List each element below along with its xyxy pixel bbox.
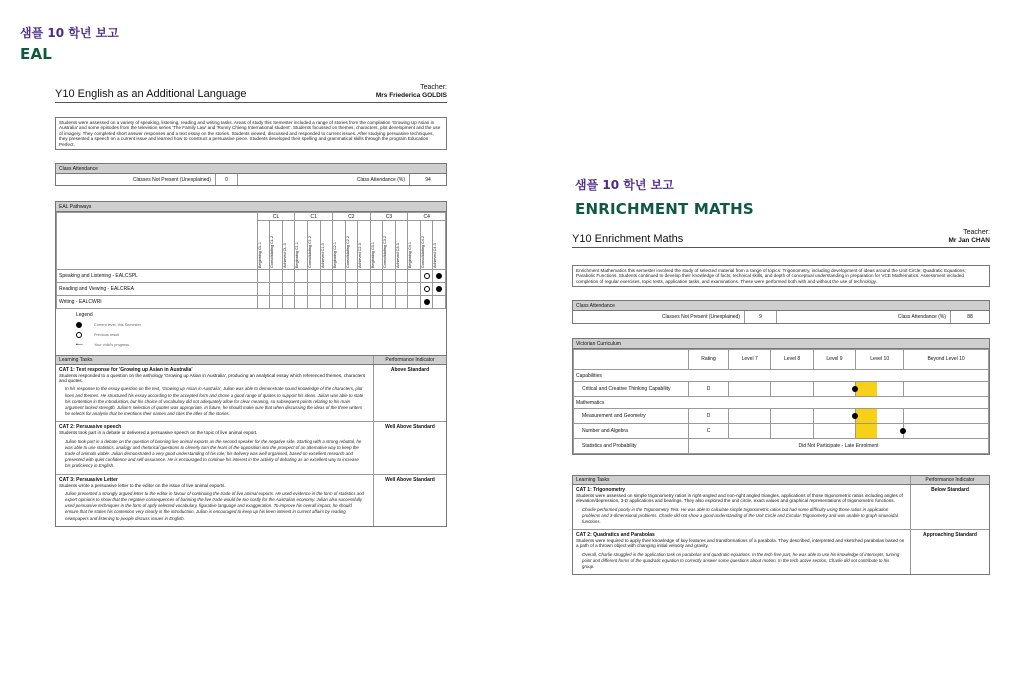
right-heading: ENRICHMENT MATHS [575, 200, 754, 218]
eal-report [55, 77, 447, 527]
pathway-sublabel: Consolidating C2.2 [345, 235, 350, 269]
teacher-label: Teacher: [420, 84, 447, 91]
teacher-name: Mr Jan CHAN [948, 237, 990, 244]
teacher-label: Teacher: [963, 229, 990, 236]
pathway-sublabel: Consolidating C1.2 [307, 235, 312, 269]
task-description: Students were assessed on simple trigonometry ratios in right-angled and non-right angled triangles, applications of those trigonometric ratios including angles of elevation/depression, 3-D applications and bearings. They also explored the unit circle, exact values and graphical representations of trigonometric functions. [576, 493, 903, 504]
attendance-header: Class Attendance [56, 164, 446, 174]
pathway-sublabel: Consolidating CL.2 [270, 235, 275, 269]
report-header [55, 77, 447, 103]
level-progress-bar [856, 409, 877, 423]
performance-indicator: Approaching Standard [923, 532, 977, 539]
left-korean-label: 샘플 10 학년 보고 [20, 26, 119, 40]
curriculum-column-label: Beyond Level 10 [904, 350, 989, 370]
pathway-sublabel: Consolidating C4.2 [420, 235, 425, 269]
teacher-block [376, 84, 447, 100]
pathway-row-label: Speaking and Listening - EALCSPL [57, 270, 258, 283]
maths-report [572, 222, 990, 575]
curriculum-header-row [574, 350, 989, 370]
teacher-name: Mrs Friederica GOLDIS [375, 92, 447, 99]
curriculum-section [572, 338, 990, 455]
learning-tasks-section [572, 475, 990, 575]
current-level-dot-icon [424, 299, 430, 305]
pathway-sublabel: Beginning C1.1 [295, 242, 300, 269]
subject-description: Enrichment Mathematics this semester involved the study of selected material from a range of topics: Trigonometry, including development of ideas around the Unit Circle; Quadratic Equations; Parabolic Functions. Students continued to develop their knowledge of facts, technical skills, and depth of conceptual understanding in preparation for VCE Mathematics. Assessment included completion of regular exercises, topic tests, application tasks, and examinations. These were performed both with and without the use of technology. [572, 265, 990, 287]
pathways-section [55, 201, 447, 527]
learning-tasks-label: Learning Tasks [56, 356, 374, 364]
attendance-label: Class Attendance (%) [238, 174, 410, 185]
curriculum-table [573, 349, 989, 454]
curriculum-section-label: Mathematics [574, 397, 989, 409]
pathway-sublabel-row [57, 221, 446, 270]
learning-tasks-label: Learning Tasks [573, 476, 911, 484]
task-comment: Charlie performed poorly in the Trigonometry Test. He was able to calculate simple trigonometric ratios but had some difficulty using those ratios in application problems and 3-dimensional problems. Charlie did not show a good understanding of the Unit Circle and Circular Trigonometry and was unable to graph sinusoidal functions. [582, 506, 898, 525]
pathway-row [57, 270, 446, 283]
left-heading: EAL [20, 45, 53, 63]
pathway-group-label: C1 [295, 213, 333, 221]
legend-title: Legend [76, 312, 93, 319]
pathway-sublabel: Beginning C3.1 [370, 242, 375, 269]
performance-indicator-label: Performance Indicator [925, 477, 975, 484]
pathway-group-label: CL [257, 213, 295, 221]
pathway-sublabel: Beginning C2.1 [333, 242, 338, 269]
learning-tasks-header [56, 356, 446, 365]
level-progress-bar [856, 424, 877, 438]
arrow-icon: •— [76, 342, 83, 349]
pathway-row [57, 283, 446, 296]
attendance-section [572, 300, 990, 324]
pathway-sublabel: Beginning C4.1 [408, 242, 413, 269]
pathway-sublabel: Achieved C4.3 [433, 243, 438, 269]
level-progress-bar [856, 382, 877, 396]
learning-tasks-list [573, 485, 989, 574]
not-present-label: Classes Not Present (Unexplained) [573, 311, 745, 323]
task-comment: Julian took part in a debate on the question of banning live animal exports as the second speaker for the negative side. Starting with a strong rebuttal, he was able to use statistics, analogy and rhetorical questions to cleverly turn the fears of the opposition into the prospect of an alternative way to keep the trade of animals viable. Julian demonstrated a very good understanding of his role; his delivery was well organised, based on excellent research and presented with quiet confidence and self-assurance. He is encouraged to continue his interest in the activity of debating as an excellent way to increase his proficiency in English. [65, 438, 362, 469]
task-description: Students took part in a debate or delivered a persuasive speech on the topic of live animal export. [59, 430, 258, 436]
curriculum-row [574, 424, 989, 439]
filled-dot-icon [76, 322, 82, 328]
task-comment: Julian presented a strongly argued letter to the editor in favour of continuing the trade of live animal exports. He used evidence in the form of statistics and expert opinions to show that the negative consequences of banning the live trade would be too costly for the Australian economy. Julian also successfully used persuasive techniques in the form of aptly selected vocabulary, figurative language and exaggeration. To improve his overall impact, he should ensure that he states his contention very clearly in the introduction. Julian is encouraged to keep up his keen interest in current affairs by reading newspapers and listening to people discuss issues in English. [65, 490, 364, 521]
current-level-dot-icon [436, 273, 442, 279]
task-title: CAT 3: Persuasive Letter [59, 476, 118, 483]
learning-task [573, 530, 989, 574]
report-title: Y10 Enrichment Maths [572, 233, 684, 245]
task-description: Students wrote a persuasive letter to the editor on the issue of live animal exports. [59, 482, 226, 488]
curriculum-row-label: Critical and Creative Thinking Capability [574, 382, 689, 397]
performance-indicator: Well Above Standard [385, 424, 435, 431]
task-description: Students responded to a question on the anthology 'Growing up Asian in Australia', producing an analytical essay which referenced themes, characters and quotes. [59, 373, 366, 384]
performance-indicator: Below Standard [931, 487, 969, 494]
learning-tasks-header [573, 476, 989, 485]
curriculum-row-label: Statistics and Probability [574, 439, 689, 454]
pathway-sublabel: Achieved C2.3 [358, 243, 363, 269]
pathway-row [57, 296, 446, 309]
curriculum-note: Did Not Participate - Late Enrolment [689, 439, 989, 454]
curriculum-column-label: Level 8 [771, 350, 813, 370]
attendance-value: 94 [425, 176, 431, 183]
report-title: Y10 English as an Additional Language [55, 88, 247, 100]
curriculum-rating: C [689, 424, 729, 439]
pathway-sublabel: Achieved C3.3 [395, 243, 400, 269]
curriculum-column-label: Level 7 [729, 350, 771, 370]
pathway-sublabel: Achieved CL.3 [282, 243, 287, 269]
not-present-value: 9 [745, 311, 777, 323]
curriculum-header: Victorian Curriculum [573, 339, 989, 349]
learning-task [56, 365, 446, 422]
attendance-value: 88 [967, 314, 973, 321]
learning-tasks-list [56, 365, 446, 526]
learning-task [56, 475, 446, 526]
curriculum-section-label: Capabilities [574, 370, 989, 382]
legend-item-progress: •— Your child's progress [76, 342, 129, 349]
performance-indicator: Above Standard [390, 367, 430, 374]
attendance-label: Class Attendance (%) [777, 311, 951, 323]
learning-task [56, 422, 446, 474]
pathways-header: EAL Pathways [56, 202, 446, 212]
curriculum-column-label: Level 9 [813, 350, 855, 370]
legend-item-previous: Previous result [76, 332, 426, 338]
curriculum-row [574, 409, 989, 424]
task-title: CAT 1: Trigonometry [576, 487, 626, 494]
pathways-table [56, 212, 446, 309]
curriculum-column-label: Level 10 [856, 350, 904, 370]
pathway-group-label: C4 [408, 213, 446, 221]
not-present-label: Classes Not Present (Unexplained) [56, 174, 216, 185]
pathway-sublabel: Consolidating C3.2 [383, 235, 388, 269]
previous-result-dot-icon [424, 273, 430, 279]
pathway-sublabel: Beginning CL.1 [257, 242, 262, 269]
pathway-group-label: C2 [333, 213, 371, 221]
performance-indicator-label: Performance Indicator [385, 357, 435, 364]
task-title: CAT 1: Text response for 'Growing up Asian in Australia' [59, 367, 193, 374]
legend-item-current: Current level, this Semester [76, 322, 426, 328]
task-description: Students were required to apply their knowledge of key features and transformations of a parabola. They described, interpreted and sketched parabolas based on a path of a thrown object with changing initial velocity and gravity. [576, 538, 905, 549]
pathway-sublabel: Achieved C1.3 [320, 243, 325, 269]
curriculum-row [574, 439, 989, 454]
report-header [572, 222, 990, 248]
attendance-header: Class Attendance [573, 301, 989, 311]
curriculum-row-label: Measurement and Geometry [574, 409, 689, 424]
attendance-section [55, 163, 447, 186]
performance-indicator: Well Above Standard [385, 476, 435, 483]
curriculum-row [574, 382, 989, 397]
task-title: CAT 2: Persuasive speech [59, 424, 122, 431]
legend [56, 309, 446, 356]
curriculum-column-label: Rating [689, 350, 729, 370]
subject-description: Students were assessed on a variety of speaking, listening, reading and writing tasks. Areas of study this Semester included a range of stories from the compilation 'Growing Up Asian in Australia' and some episodes from the television series 'The Family Law' and 'Ronny Chieng International student'. Students focussed on themes, characters, plot development and the use of imagery. They completed short answer responses and a text essay on the stories. Students viewed, discussed and responded to current issues. After studying persuasive techniques, they presented a speech on a current issue and learned how to construct a persuasive piece. Students developed their spelling and grammatical skills through the program Education Perfect. [55, 117, 447, 150]
curriculum-rating: D [689, 409, 729, 424]
curriculum-row-label: Number and Algebra [574, 424, 689, 439]
task-title: CAT 2: Quadratics and Parabolas [576, 532, 655, 539]
learning-task [573, 485, 989, 530]
pathway-group-row [57, 213, 446, 221]
curriculum-row [574, 397, 989, 409]
previous-result-dot-icon [424, 286, 430, 292]
pathway-row-label: Writing - EALCWRI [57, 296, 258, 309]
task-comment: Overall, Charlie struggled in the application task on parabolas and quadratic equations. In the tech free part, he was able to use his knowledge of intercepts, turning point and different forms of the quadratic equation to correctly answer some questions about motion. In the tech active section, Charlie did not contribute to his group. [582, 551, 900, 570]
pathway-row-label: Reading and Viewing - EALCREA [57, 283, 258, 296]
curriculum-row [574, 370, 989, 382]
teacher-block [948, 229, 990, 245]
task-comment: In his response to the essay question on the text, 'Growing up Asian in Australia', Julian was able to demonstrate sound knowledge of the characters, plot lines and themes. He structured his essay according to the accepted form and chose a good range of quotes to support his ideas. Julian was able to state his contention in the introduction, but his choice of vocabulary did not adequately allow for clear meaning, so subsequent points relating to his main argument lacked strength. Julian's selection of quotes was appropriate. In future, he should make sure that when discussing the ideas of the three writers he selects for analysis that he mentions their names and cites the titles of the stories. [65, 386, 364, 417]
current-level-dot-icon [436, 286, 442, 292]
open-dot-icon [76, 332, 82, 338]
pathway-group-label: C3 [370, 213, 408, 221]
curriculum-rating: D [689, 382, 729, 397]
not-present-value: 0 [216, 174, 238, 185]
right-korean-label: 샘플 10 학년 보고 [575, 178, 674, 192]
